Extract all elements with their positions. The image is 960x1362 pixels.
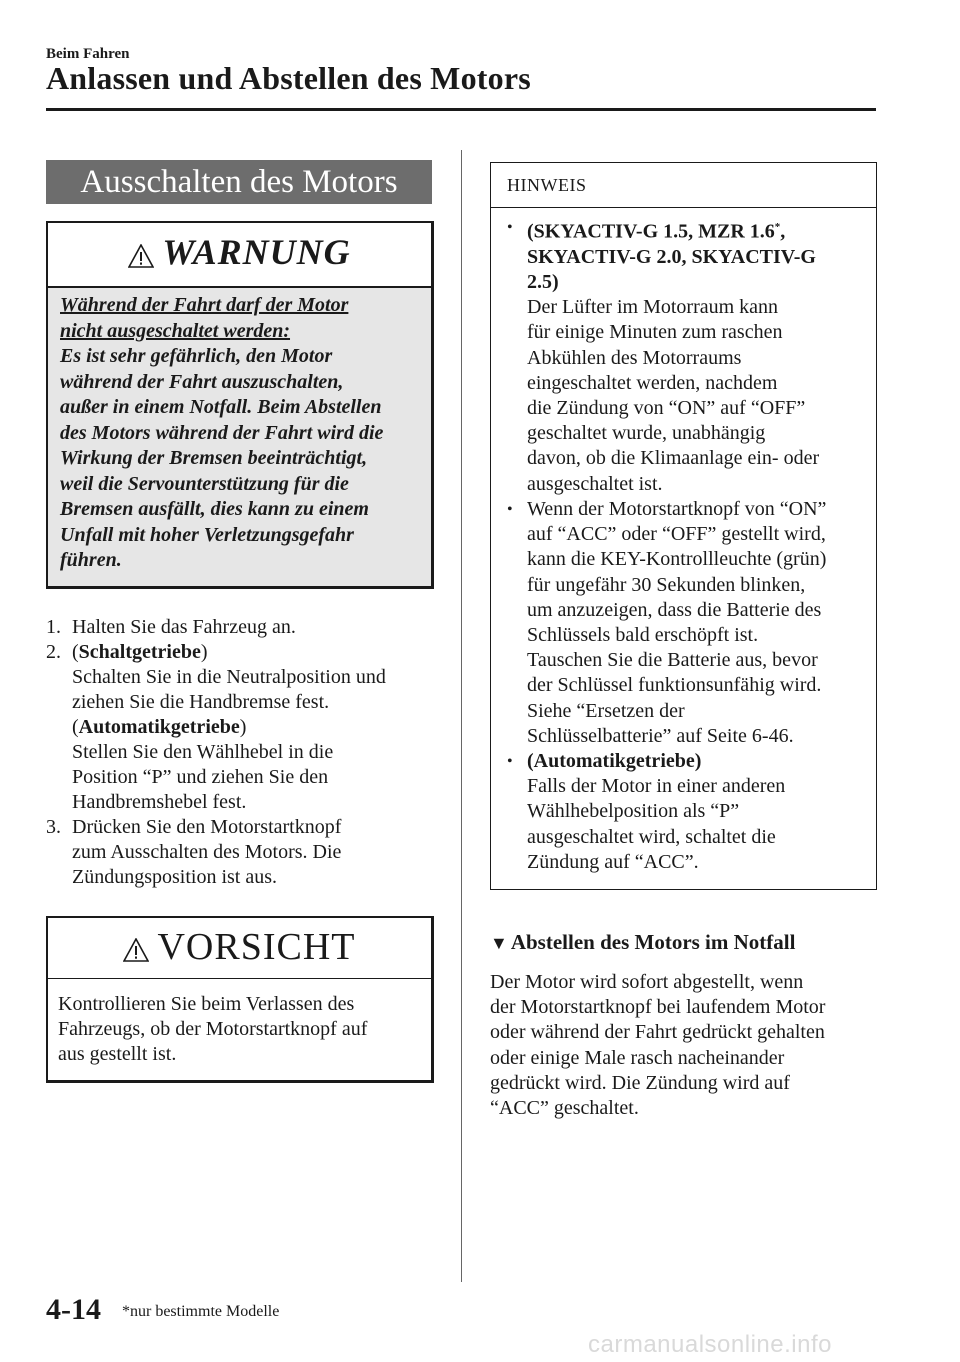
warning-line: nicht ausgeschaltet werden: <box>60 319 291 342</box>
warning-text <box>60 293 425 574</box>
step-line: Schalten Sie in die Neutralposition und <box>72 666 386 688</box>
note-line: für ungefähr 30 Sekunden blinken, <box>527 573 806 596</box>
header-rule <box>46 108 876 111</box>
note-line: Schlüsselbatterie” auf Seite 6-46. <box>527 724 794 747</box>
warning-line: weil die Servounterstützung für die <box>60 472 349 495</box>
warning-line: während der Fahrt auszuschalten, <box>60 370 344 393</box>
note-line: Abkühlen des Motorraums <box>527 346 742 369</box>
note-line: Schlüssels bald erschöpft ist. <box>527 623 759 646</box>
warning-line: Wirkung der Bremsen beeinträchtigt, <box>60 447 368 469</box>
column-divider <box>461 150 462 1282</box>
step-line: Drücken Sie den Motorstartknopf <box>72 816 342 838</box>
caution-header <box>48 918 431 979</box>
caution-text <box>58 992 426 1067</box>
step-number: 3. <box>46 816 61 838</box>
note-bullet-heading: (Automatikgetriebe) <box>527 749 702 772</box>
warning-line: des Motors während der Fahrt wird die <box>60 421 384 444</box>
section-banner: Ausschalten des Motors <box>46 160 432 204</box>
step-heading: (Automatikgetriebe) <box>72 716 247 738</box>
step-line: Position “P” und ziehen Sie den <box>72 766 329 788</box>
step-line: Halten Sie das Fahrzeug an. <box>72 616 296 638</box>
caution-box <box>46 916 434 1083</box>
bullet-dot: • <box>507 500 513 518</box>
note-line: geschaltet wurde, unabhängig <box>527 422 766 445</box>
footnote: *nur bestimmte Modelle <box>122 1303 280 1320</box>
warning-triangle-icon <box>128 244 154 268</box>
note-line: ausgeschaltet ist. <box>527 472 663 495</box>
note-header <box>491 163 876 208</box>
note-line: Der Lüfter im Motorraum kann <box>527 296 779 319</box>
subsection-title: Abstellen des Motors im Notfall <box>510 930 796 954</box>
body-line: Der Motor wird sofort abgestellt, wenn <box>490 971 804 993</box>
note-bullet <box>505 749 867 875</box>
note-line: Tauschen Sie die Batterie aus, bevor <box>527 649 818 672</box>
note-bullet-heading: SKYACTIV-G 2.0, SKYACTIV-G <box>527 245 816 268</box>
note-line: Falls der Motor in einer anderen <box>527 775 786 798</box>
warning-box <box>46 221 434 589</box>
body-line: der Motorstartknopf bei laufendem Motor <box>490 996 826 1019</box>
note-bullet-heading: (SKYACTIV-G 1.5, MZR 1.6*, <box>527 220 786 243</box>
warning-line: führen. <box>60 549 122 571</box>
note-bullet <box>505 215 867 497</box>
warning-header <box>48 223 431 288</box>
note-line: eingeschaltet werden, nachdem <box>527 371 778 394</box>
step-heading: (Schaltgetriebe) <box>72 641 208 663</box>
caution-title: VORSICHT <box>157 926 356 968</box>
warning-title: WARNUNG <box>162 232 351 272</box>
caution-line: Kontrollieren Sie beim Verlassen des <box>58 993 355 1015</box>
step-line: Zündungsposition ist aus. <box>72 866 278 888</box>
note-text <box>505 215 867 875</box>
warning-triangle-icon <box>123 938 149 962</box>
step-line: Stellen Sie den Wählhebel in die <box>72 741 334 763</box>
step-line: Handbremshebel fest. <box>72 791 247 813</box>
step-number: 2. <box>46 641 61 663</box>
step-line: zum Ausschalten des Motors. Die <box>72 841 342 863</box>
warning-line: Es ist sehr gefährlich, den Motor <box>60 345 333 367</box>
body-line: oder während der Fahrt gedrückt gehalten <box>490 1021 825 1044</box>
note-bullet-heading: 2.5) <box>527 271 559 294</box>
step-item <box>46 615 436 640</box>
note-box <box>490 162 877 890</box>
caution-line: aus gestellt ist. <box>58 1043 177 1065</box>
note-line: kann die KEY-Kontrollleuchte (grün) <box>527 548 827 571</box>
step-item <box>46 640 436 815</box>
note-line: davon, ob die Klimaanlage ein- oder <box>527 447 820 470</box>
note-line: Wenn der Motorstartknopf von “ON” <box>527 497 827 520</box>
body-line: “ACC” geschaltet. <box>490 1097 639 1120</box>
subsection-text <box>490 970 880 1121</box>
warning-line: Bremsen ausfällt, dies kann zu einem <box>60 498 369 520</box>
warning-line: Unfall mit hoher Verletzungsgefahr <box>60 523 354 546</box>
note-line: auf “ACC” oder “OFF” gestellt wird, <box>527 523 826 546</box>
subsection-heading <box>490 930 795 955</box>
note-line: ausgeschaltet wird, schaltet die <box>527 825 776 848</box>
steps-list <box>46 615 436 890</box>
note-bullet <box>505 497 867 749</box>
down-triangle-icon: ▼ <box>490 933 508 953</box>
warning-line: außer in einem Notfall. Beim Abstellen <box>60 396 382 418</box>
note-line: um anzuzeigen, dass die Batterie des <box>527 598 822 621</box>
section-label: Beim Fahren <box>46 46 130 62</box>
step-item <box>46 815 436 890</box>
body-line: gedrückt wird. Die Zündung wird auf <box>490 1071 790 1094</box>
note-title: HINWEIS <box>507 175 587 195</box>
bullet-dot: • <box>507 752 513 770</box>
note-line: Wählhebelposition als “P” <box>527 800 740 823</box>
note-line: Siehe “Ersetzen der <box>527 699 685 722</box>
watermark: carmanualsonline.info <box>588 1331 832 1358</box>
warning-line: Während der Fahrt darf der Motor <box>60 294 349 316</box>
note-line: der Schlüssel funktionsunfähig wird. <box>527 674 822 697</box>
caution-line: Fahrzeugs, ob der Motorstartknopf auf <box>58 1018 368 1040</box>
page-title: Anlassen und Abstellen des Motors <box>46 60 531 96</box>
note-line: Zündung auf “ACC”. <box>527 850 699 873</box>
note-line: die Zündung von “ON” auf “OFF” <box>527 397 806 420</box>
step-line: ziehen Sie die Handbremse fest. <box>72 691 330 713</box>
body-line: oder einige Male rasch nacheinander <box>490 1046 785 1069</box>
bullet-dot: • <box>507 219 513 236</box>
page-number: 4-14 <box>46 1293 101 1326</box>
step-number: 1. <box>46 616 61 638</box>
note-line: für einige Minuten zum raschen <box>527 321 783 344</box>
